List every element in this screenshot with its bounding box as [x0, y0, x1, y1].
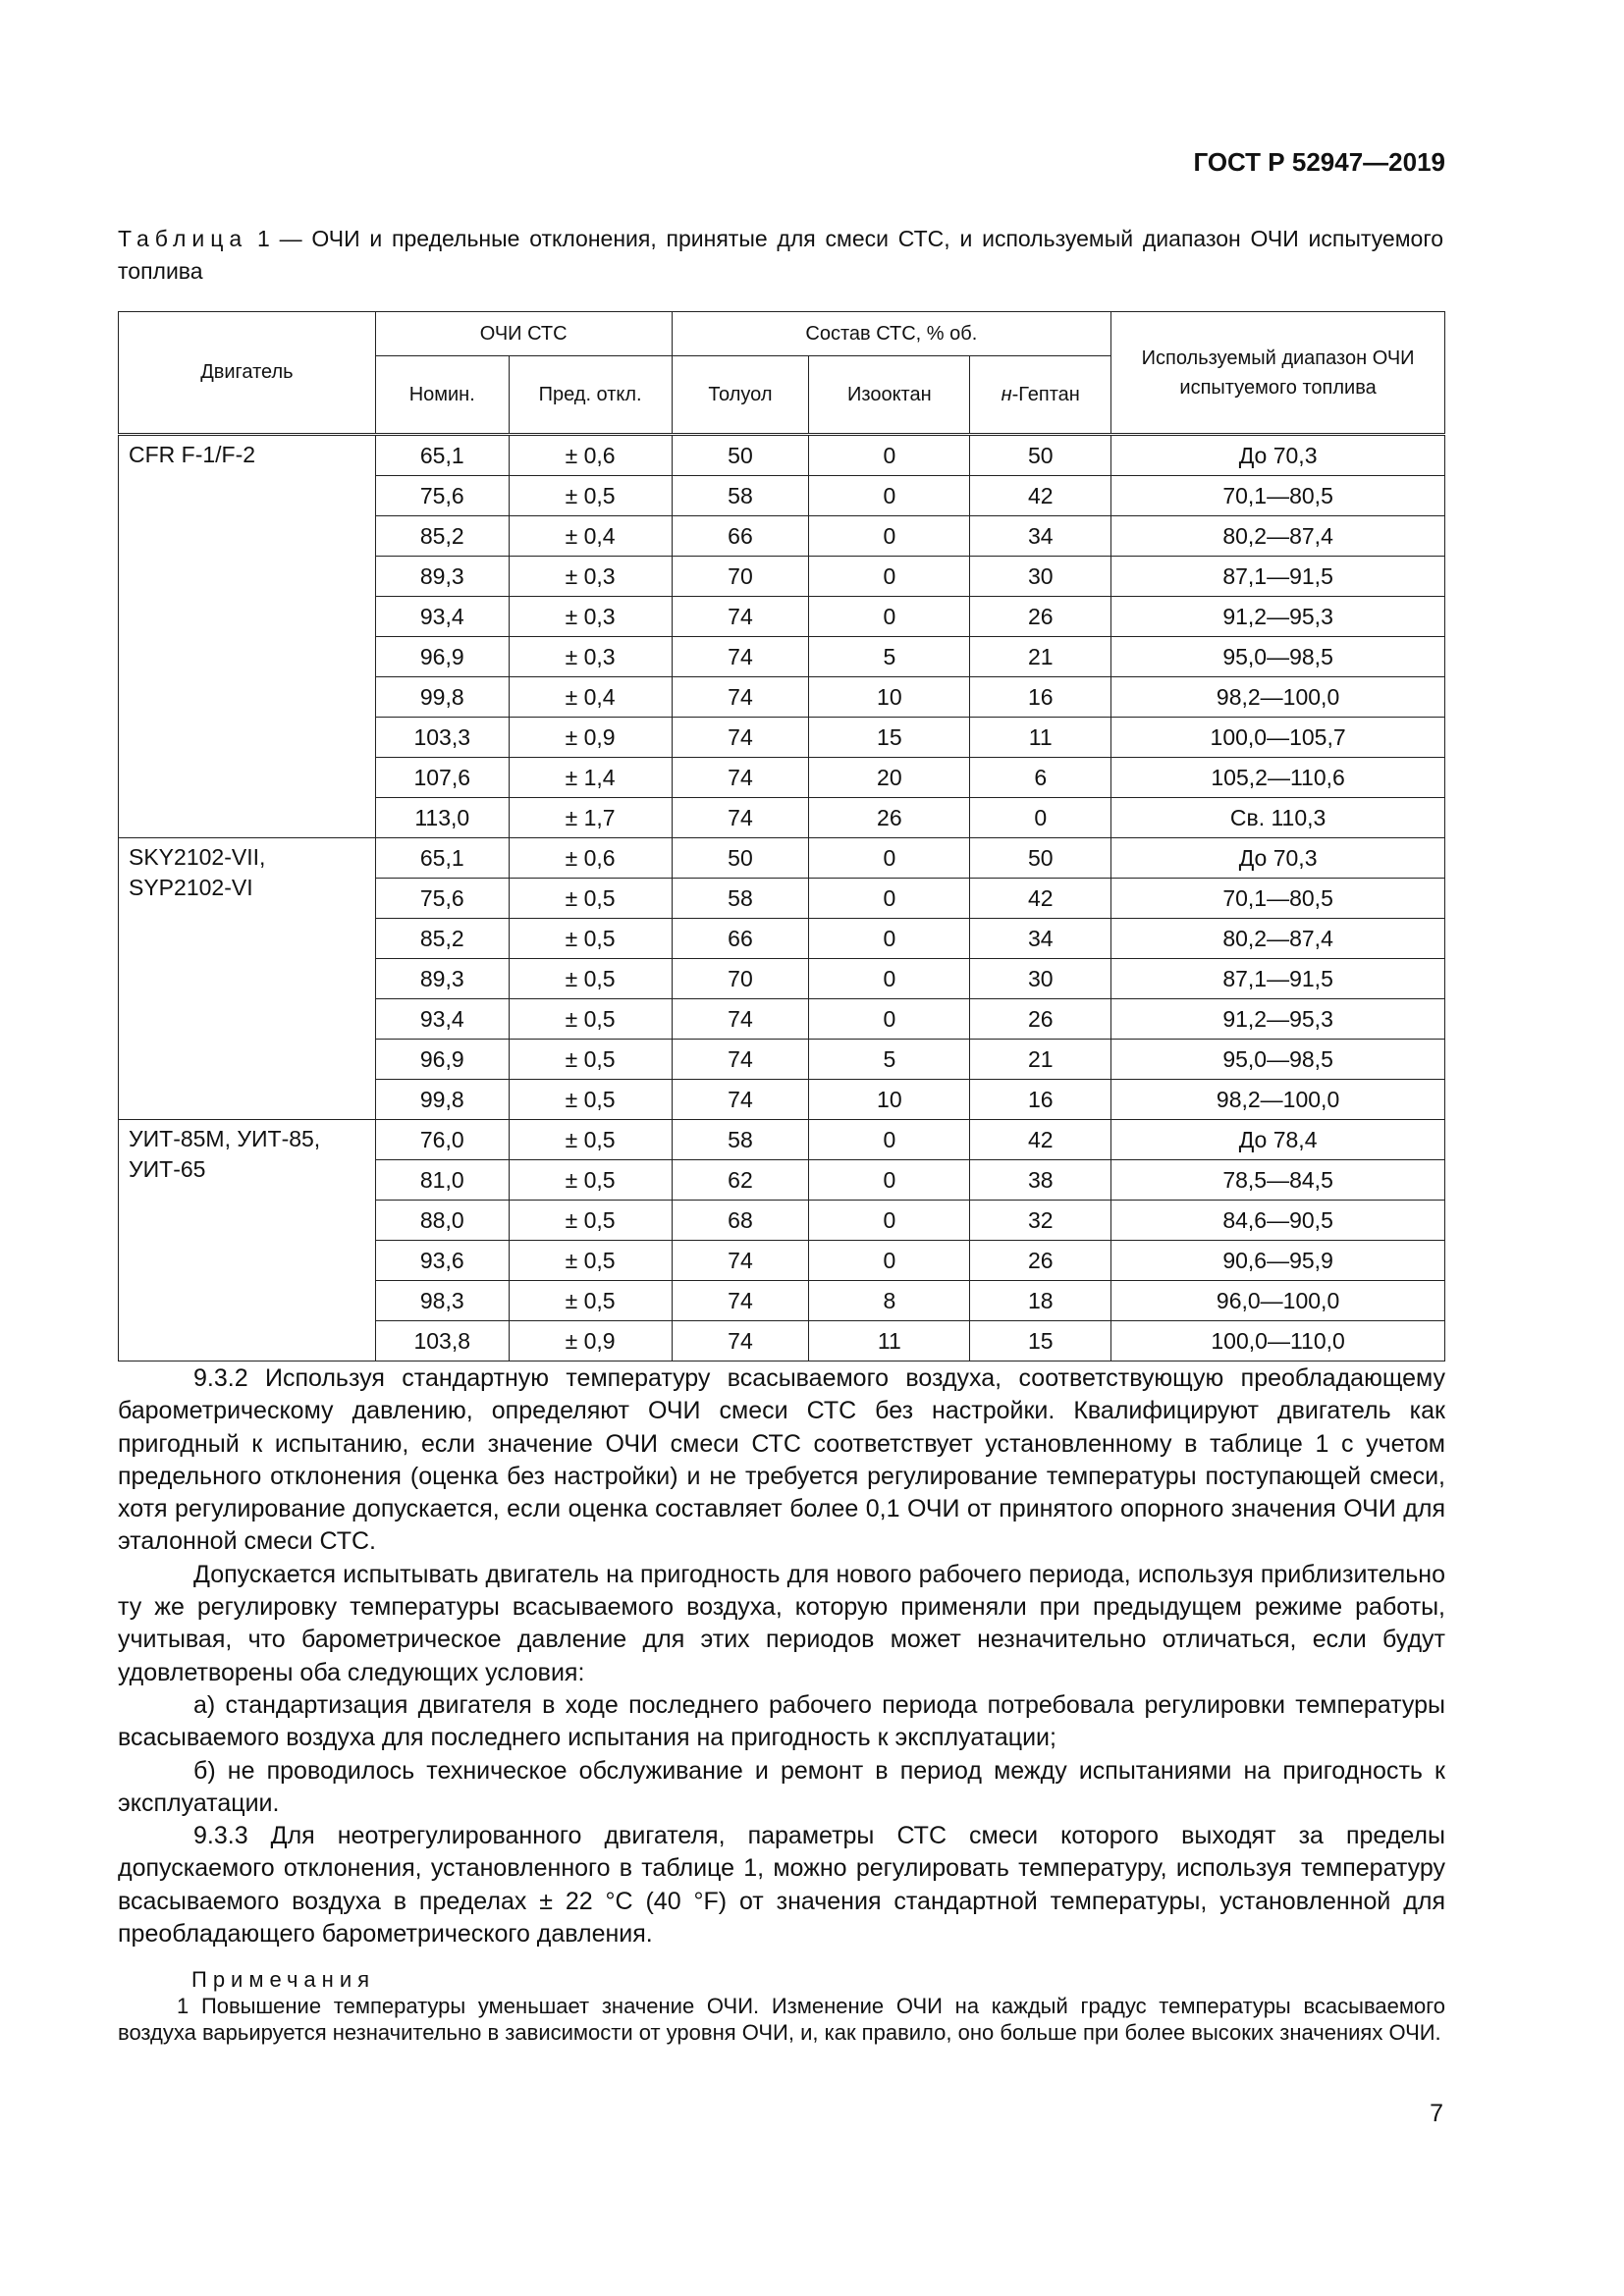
nominal-cell: 75,6 [375, 476, 509, 516]
heptan-cell: 42 [970, 879, 1111, 919]
range-cell: 80,2—87,4 [1111, 919, 1445, 959]
table-row [119, 1120, 1445, 1160]
heptan-cell: 38 [970, 1160, 1111, 1201]
note-1: 1 Повышение температуры уменьшает значение ОЧИ. Изменение ОЧИ на каждый градус температуры всасываемого воздуха варьируется незначительно в зависимости от уровня ОЧИ, и, как правило, оно больше при более высоких значениях ОЧИ. [118, 1994, 1445, 2045]
deviation-cell: ± 0,5 [509, 1281, 672, 1321]
isooktan-cell: 10 [809, 1080, 970, 1120]
heptan-cell: 0 [970, 798, 1111, 838]
toluol-cell: 58 [672, 476, 809, 516]
heptan-cell: 16 [970, 677, 1111, 718]
deviation-cell: ± 0,6 [509, 435, 672, 476]
table-row [119, 435, 1445, 476]
isooktan-cell: 8 [809, 1281, 970, 1321]
nominal-cell: 99,8 [375, 1080, 509, 1120]
notes-block [118, 1966, 1445, 2046]
toluol-cell: 74 [672, 758, 809, 798]
notes-title: Примечания [191, 1967, 376, 1992]
heptan-cell: 6 [970, 758, 1111, 798]
nominal-cell: 89,3 [375, 959, 509, 999]
body-text [118, 1362, 1445, 1950]
paragraph-condition-b: б) не проводилось техническое обслуживание и ремонт в период между испытаниями на пригодность к эксплуатации. [118, 1756, 1445, 1817]
heptan-cell: 26 [970, 597, 1111, 637]
deviation-cell: ± 0,5 [509, 1120, 672, 1160]
page-number: 7 [1430, 2100, 1443, 2127]
heptan-cell: 32 [970, 1201, 1111, 1241]
deviation-cell: ± 0,5 [509, 476, 672, 516]
nominal-cell: 96,9 [375, 637, 509, 677]
isooktan-cell: 5 [809, 637, 970, 677]
deviation-cell: ± 0,5 [509, 999, 672, 1040]
isooktan-cell: 0 [809, 959, 970, 999]
isooktan-cell: 26 [809, 798, 970, 838]
table-body [119, 435, 1445, 1362]
range-cell: 98,2—100,0 [1111, 677, 1445, 718]
range-cell: До 70,3 [1111, 435, 1445, 476]
toluol-cell: 58 [672, 1120, 809, 1160]
toluol-cell: 68 [672, 1201, 809, 1241]
range-cell: 100,0—110,0 [1111, 1321, 1445, 1362]
nominal-cell: 96,9 [375, 1040, 509, 1080]
header-isooktan: Изооктан [809, 356, 970, 435]
range-cell: 78,5—84,5 [1111, 1160, 1445, 1201]
isooktan-cell: 0 [809, 1160, 970, 1201]
toluol-cell: 50 [672, 435, 809, 476]
range-cell: 70,1—80,5 [1111, 879, 1445, 919]
table-row [119, 838, 1445, 879]
heptan-cell: 34 [970, 516, 1111, 557]
header-engine: Двигатель [119, 312, 376, 435]
range-cell: 91,2—95,3 [1111, 999, 1445, 1040]
nominal-cell: 103,8 [375, 1321, 509, 1362]
table-caption-text: 1 — ОЧИ и предельные отклонения, принятые для смеси СТС, и используемый диапазон ОЧИ испытуемого топлива [118, 226, 1443, 284]
header-toluol: Толуол [672, 356, 809, 435]
toluol-cell: 74 [672, 677, 809, 718]
deviation-cell: ± 0,5 [509, 919, 672, 959]
engine-cell: SKY2102-VII, SYP2102-VI [119, 838, 376, 1120]
nominal-cell: 75,6 [375, 879, 509, 919]
nominal-cell: 88,0 [375, 1201, 509, 1241]
isooktan-cell: 0 [809, 557, 970, 597]
range-cell: 105,2—110,6 [1111, 758, 1445, 798]
isooktan-cell: 0 [809, 1241, 970, 1281]
nominal-cell: 98,3 [375, 1281, 509, 1321]
range-cell: 70,1—80,5 [1111, 476, 1445, 516]
range-cell: 91,2—95,3 [1111, 597, 1445, 637]
heptan-cell: 21 [970, 1040, 1111, 1080]
document-header: ГОСТ Р 52947—2019 [1193, 147, 1445, 177]
engine-cell: CFR F-1/F-2 [119, 435, 376, 838]
range-cell: 95,0—98,5 [1111, 637, 1445, 677]
isooktan-cell: 11 [809, 1321, 970, 1362]
toluol-cell: 50 [672, 838, 809, 879]
heptan-cell: 26 [970, 999, 1111, 1040]
nominal-cell: 65,1 [375, 838, 509, 879]
toluol-cell: 74 [672, 999, 809, 1040]
deviation-cell: ± 0,3 [509, 597, 672, 637]
deviation-cell: ± 0,9 [509, 1321, 672, 1362]
table-caption-lead: Таблица [118, 226, 248, 251]
isooktan-cell: 20 [809, 758, 970, 798]
heptan-cell: 16 [970, 1080, 1111, 1120]
nominal-cell: 93,6 [375, 1241, 509, 1281]
header-heptan-name: -Гептан [1011, 383, 1080, 405]
range-cell: До 70,3 [1111, 838, 1445, 879]
heptan-cell: 15 [970, 1321, 1111, 1362]
toluol-cell: 58 [672, 879, 809, 919]
nominal-cell: 76,0 [375, 1120, 509, 1160]
heptan-cell: 26 [970, 1241, 1111, 1281]
toluol-cell: 66 [672, 516, 809, 557]
table-caption [118, 223, 1443, 288]
deviation-cell: ± 0,4 [509, 516, 672, 557]
isooktan-cell: 0 [809, 435, 970, 476]
paragraph-permission: Допускается испытывать двигатель на пригодность для нового рабочего периода, используя приблизительно ту же регулировку температуры всасываемого воздуха, которую применяли при предыдущем режиме работы, учитывая, что барометрическое давление для этих периодов может незначительно отличаться, если будут удовлетворены оба следующих условия: [118, 1560, 1445, 1686]
isooktan-cell: 0 [809, 999, 970, 1040]
deviation-cell: ± 0,9 [509, 718, 672, 758]
toluol-cell: 74 [672, 798, 809, 838]
isooktan-cell: 0 [809, 1201, 970, 1241]
range-cell: 90,6—95,9 [1111, 1241, 1445, 1281]
isooktan-cell: 0 [809, 476, 970, 516]
header-range: Используемый диапазон ОЧИ испытуемого топлива [1111, 312, 1445, 435]
range-cell: 98,2—100,0 [1111, 1080, 1445, 1120]
isooktan-cell: 10 [809, 677, 970, 718]
isooktan-cell: 5 [809, 1040, 970, 1080]
range-cell: 80,2—87,4 [1111, 516, 1445, 557]
nominal-cell: 93,4 [375, 999, 509, 1040]
toluol-cell: 70 [672, 959, 809, 999]
nominal-cell: 85,2 [375, 919, 509, 959]
deviation-cell: ± 0,5 [509, 959, 672, 999]
nominal-cell: 81,0 [375, 1160, 509, 1201]
header-sostav: Состав СТС, % об. [672, 312, 1111, 356]
header-heptan [970, 356, 1111, 435]
deviation-cell: ± 0,5 [509, 1040, 672, 1080]
deviation-cell: ± 0,3 [509, 557, 672, 597]
heptan-cell: 34 [970, 919, 1111, 959]
paragraph-condition-a: а) стандартизация двигателя в ходе последнего рабочего периода потребовала регулировки температуры всасываемого воздуха для последнего испытания на пригодность к эксплуатации; [118, 1690, 1445, 1752]
isooktan-cell: 0 [809, 597, 970, 637]
heptan-cell: 11 [970, 718, 1111, 758]
isooktan-cell: 0 [809, 838, 970, 879]
header-ochi-sts: ОЧИ СТС [375, 312, 672, 356]
heptan-cell: 18 [970, 1281, 1111, 1321]
deviation-cell: ± 0,5 [509, 1201, 672, 1241]
heptan-cell: 42 [970, 476, 1111, 516]
heptan-cell: 50 [970, 435, 1111, 476]
toluol-cell: 66 [672, 919, 809, 959]
toluol-cell: 74 [672, 637, 809, 677]
paragraph-9-3-3: 9.3.3 Для неотрегулированного двигателя, параметры СТС смеси которого выходят за пределы допускаемого отклонения, установленного в таблице 1, можно регулировать температуру, используя температуру всасываемого воздуха в пределах ± 22 °С (40 °F) от значения стандартной температуры, установленной для преобладающего барометрического давления. [118, 1822, 1445, 1949]
isooktan-cell: 0 [809, 1120, 970, 1160]
range-cell: 87,1—91,5 [1111, 959, 1445, 999]
nominal-cell: 107,6 [375, 758, 509, 798]
nominal-cell: 93,4 [375, 597, 509, 637]
deviation-cell: ± 0,3 [509, 637, 672, 677]
toluol-cell: 74 [672, 1040, 809, 1080]
isooktan-cell: 15 [809, 718, 970, 758]
ochi-table [118, 311, 1445, 1362]
nominal-cell: 89,3 [375, 557, 509, 597]
deviation-cell: ± 0,6 [509, 838, 672, 879]
range-cell: 100,0—105,7 [1111, 718, 1445, 758]
deviation-cell: ± 0,5 [509, 1241, 672, 1281]
range-cell: 95,0—98,5 [1111, 1040, 1445, 1080]
toluol-cell: 62 [672, 1160, 809, 1201]
nominal-cell: 65,1 [375, 435, 509, 476]
toluol-cell: 74 [672, 1080, 809, 1120]
toluol-cell: 74 [672, 1241, 809, 1281]
toluol-cell: 74 [672, 718, 809, 758]
heptan-cell: 30 [970, 959, 1111, 999]
range-cell: До 78,4 [1111, 1120, 1445, 1160]
heptan-cell: 50 [970, 838, 1111, 879]
range-cell: 87,1—91,5 [1111, 557, 1445, 597]
deviation-cell: ± 0,5 [509, 1160, 672, 1201]
toluol-cell: 74 [672, 597, 809, 637]
isooktan-cell: 0 [809, 516, 970, 557]
deviation-cell: ± 0,5 [509, 1080, 672, 1120]
engine-cell: УИТ-85М, УИТ-85, УИТ-65 [119, 1120, 376, 1362]
deviation-cell: ± 1,7 [509, 798, 672, 838]
heptan-cell: 42 [970, 1120, 1111, 1160]
range-cell: Св. 110,3 [1111, 798, 1445, 838]
nominal-cell: 99,8 [375, 677, 509, 718]
deviation-cell: ± 1,4 [509, 758, 672, 798]
toluol-cell: 74 [672, 1321, 809, 1362]
toluol-cell: 74 [672, 1281, 809, 1321]
nominal-cell: 103,3 [375, 718, 509, 758]
paragraph-9-3-2: 9.3.2 Используя стандартную температуру всасываемого воздуха, соответствующую преобладающему барометрическому давлению, определяют ОЧИ смеси СТС без настройки. Квалифицируют двигатель как пригодный к испытанию, если значение ОЧИ смеси СТС соответствует установленному в таблице 1 с учетом предельного отклонения (оценка без настройки) и не требуется регулирование температуры поступающей смеси, хотя регулирование допускается, если оценка составляет более 0,1 ОЧИ от принятого опорного значения ОЧИ для эталонной смеси СТС. [118, 1364, 1445, 1556]
header-nominal: Номин. [375, 356, 509, 435]
deviation-cell: ± 0,5 [509, 879, 672, 919]
isooktan-cell: 0 [809, 919, 970, 959]
nominal-cell: 113,0 [375, 798, 509, 838]
nominal-cell: 85,2 [375, 516, 509, 557]
deviation-cell: ± 0,4 [509, 677, 672, 718]
heptan-cell: 30 [970, 557, 1111, 597]
range-cell: 84,6—90,5 [1111, 1201, 1445, 1241]
header-heptan-prefix: н [1001, 383, 1012, 405]
header-deviation: Пред. откл. [509, 356, 672, 435]
range-cell: 96,0—100,0 [1111, 1281, 1445, 1321]
isooktan-cell: 0 [809, 879, 970, 919]
heptan-cell: 21 [970, 637, 1111, 677]
toluol-cell: 70 [672, 557, 809, 597]
